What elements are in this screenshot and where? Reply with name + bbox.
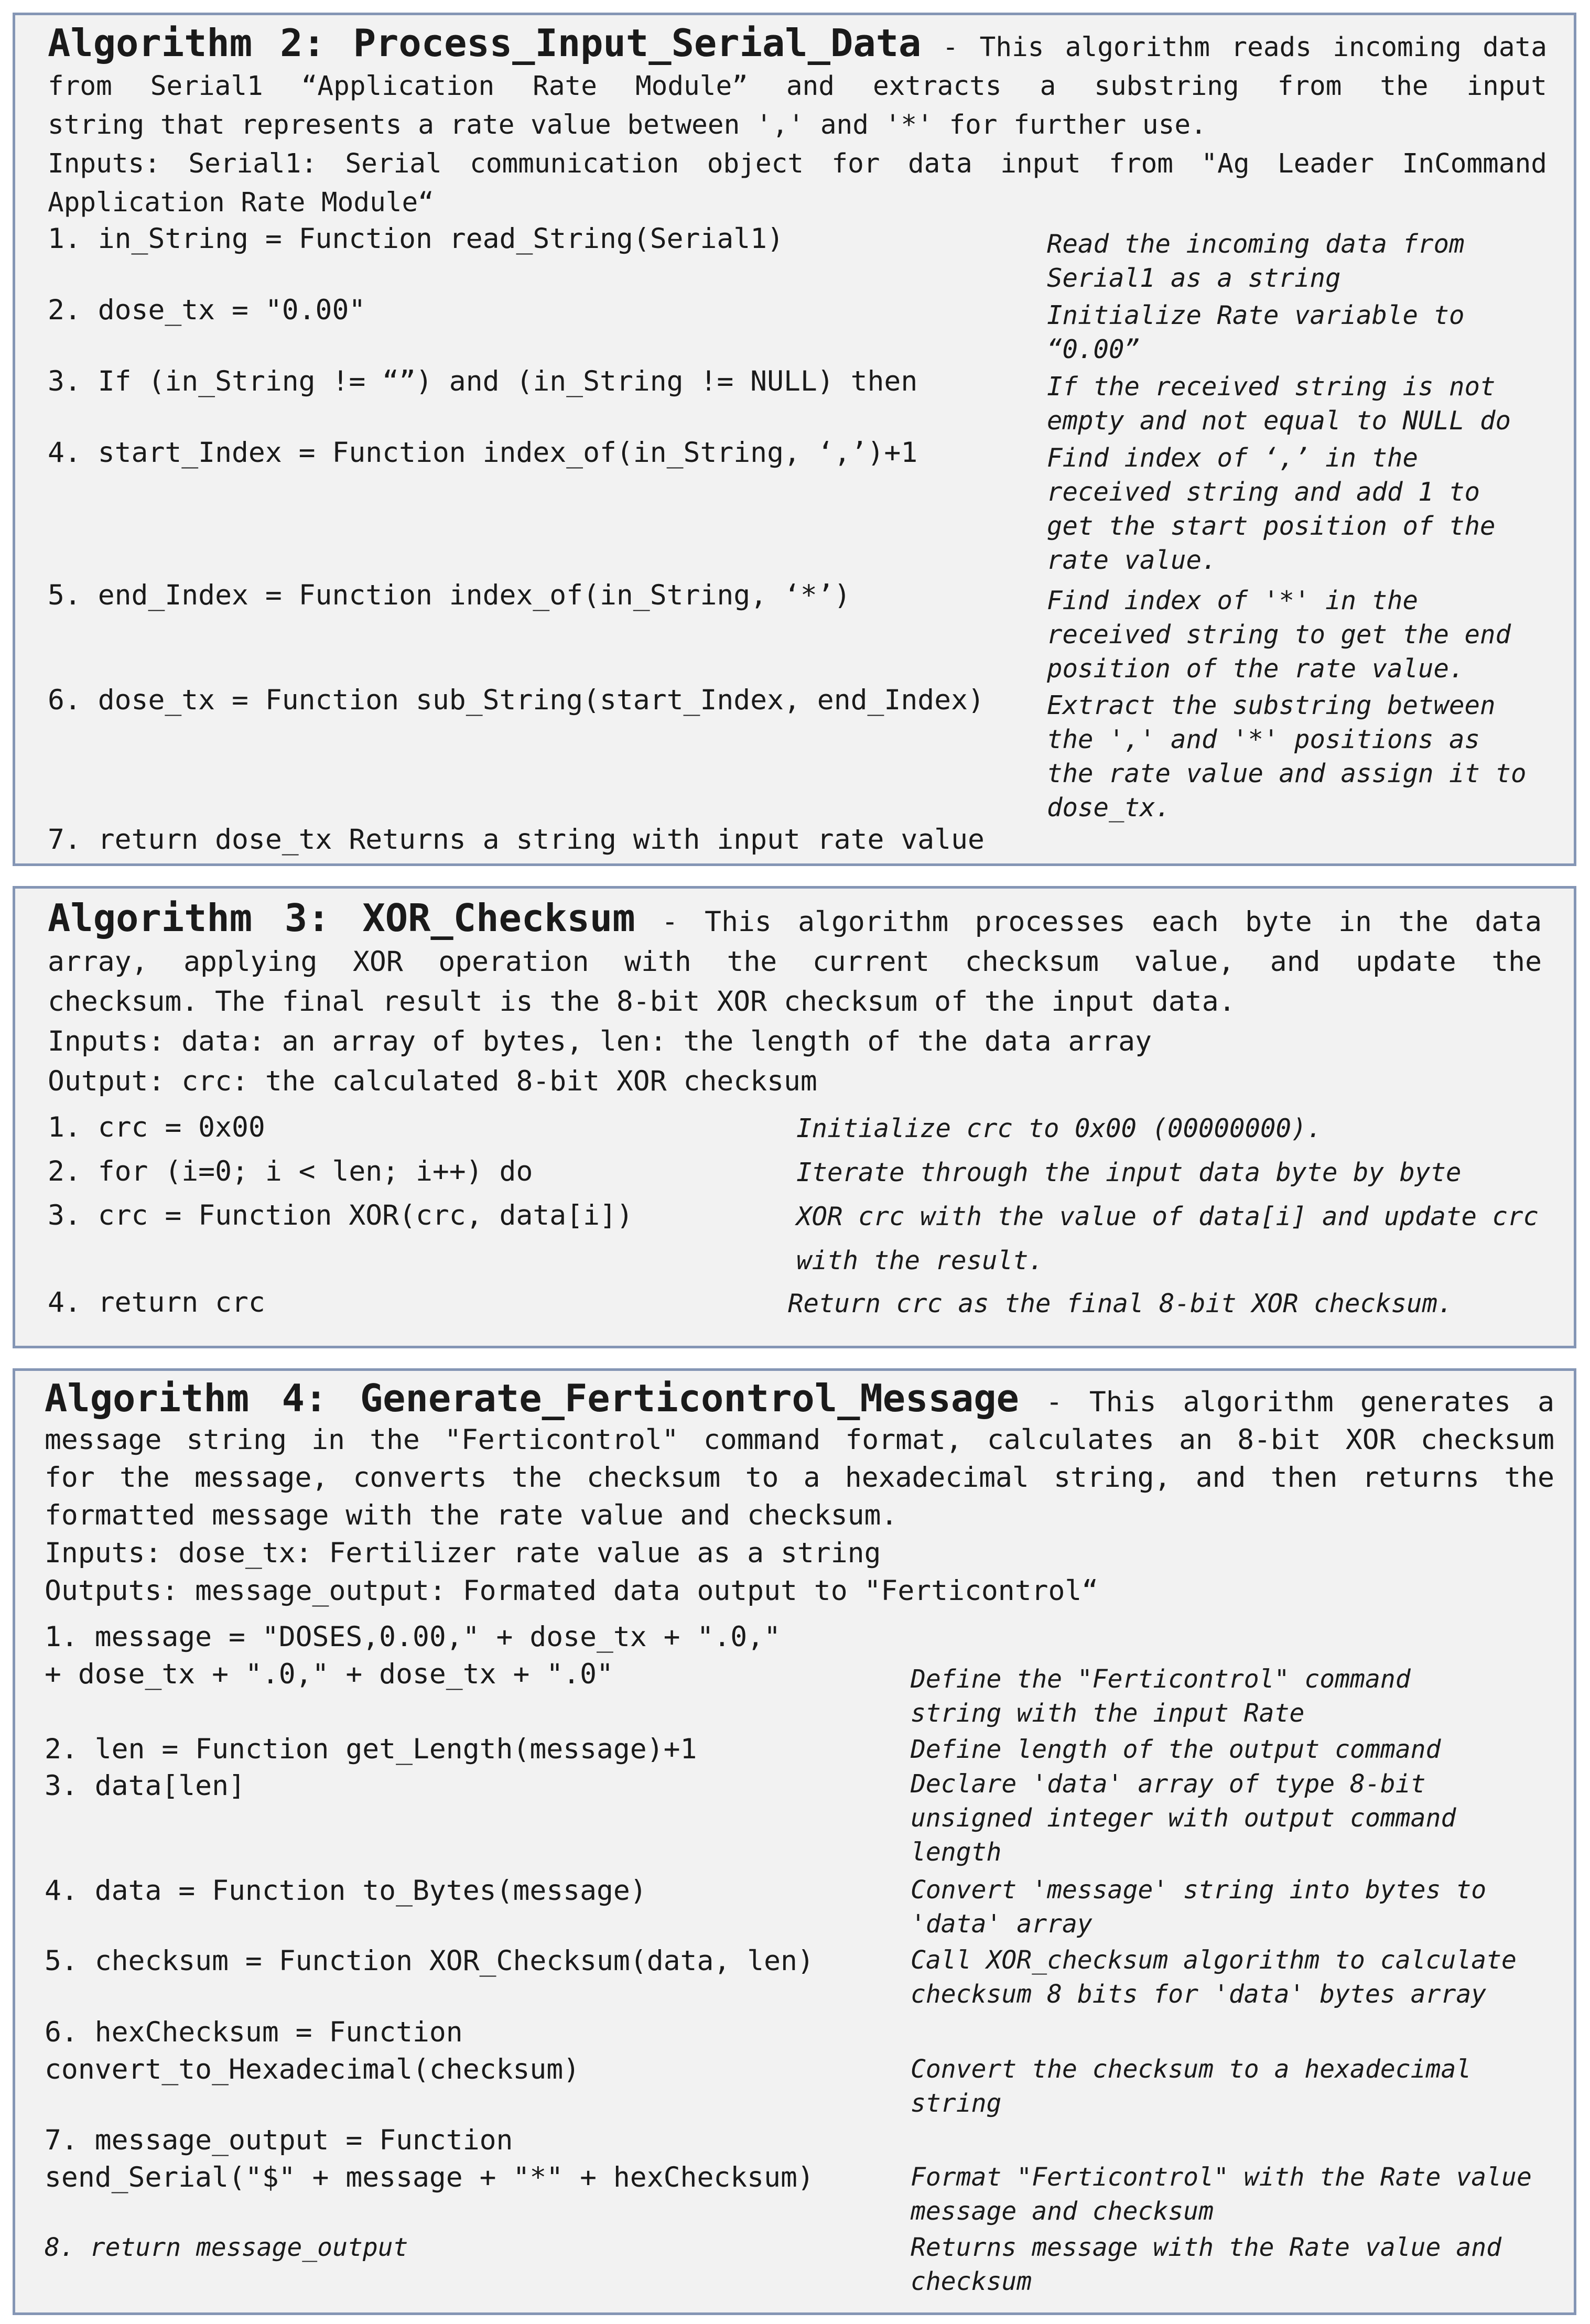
algorithm-4-step-7-comment: Format "Ferticontrol" with the Rate value message and checksum [911, 2163, 1532, 2226]
algorithm-4-step-8: 8. return message_output [45, 2233, 408, 2262]
algorithm-2-step-2: 2. dose_tx = "0.00" [48, 294, 366, 326]
algorithm-2-step-4-comment: Find index of ‘,’ in the received string and add 1 to get the start position of the rate value. [1047, 443, 1496, 575]
algorithm-3-step-2-comment: Iterate through the input data byte by byte [796, 1158, 1462, 1187]
algorithm-4-step-5: 5. checksum = Function XOR_Checksum(data, len) [45, 1945, 814, 1977]
algorithm-4-step-4-comment: Convert 'message' string into bytes to 'data' array [911, 1875, 1487, 1939]
algorithm-3-output: Output: crc: the calculated 8-bit XOR checksum [48, 1065, 817, 1097]
algorithm-2-step-1-comment: Read the incoming data from Serial1 as a string [1047, 229, 1465, 293]
algorithm-2-inputs-cont: Application Rate Module“ [48, 187, 434, 218]
algorithm-3-step-1: 1. crc = 0x00 [48, 1111, 265, 1143]
algorithm-3-desc-line-1: Algorithm 3: XOR_Checksum - This algorithm processes each byte in the data [48, 896, 1542, 940]
algorithm-4-step-2-comment: Define length of the output command [911, 1735, 1441, 1764]
algorithm-3-step-4-comment: Return crc as the final 8-bit XOR checksum. [788, 1289, 1453, 1318]
algorithm-3-title: Algorithm 3: XOR_Checksum [48, 896, 635, 940]
algorithm-4-inputs: Inputs: dose_tx: Fertilizer rate value as a string [45, 1537, 881, 1569]
algorithm-3-inputs: Inputs: data: an array of bytes, len: the length of the data array [48, 1025, 1152, 1057]
algorithm-3-header [48, 898, 1542, 1101]
algorithm-2-title: Algorithm 2: Process_Input_Serial_Data [48, 21, 922, 65]
algorithm-4-desc-line-4: formatted message with the rate value and checksum. [45, 1499, 898, 1531]
algorithm-2-box [13, 13, 1576, 866]
algorithm-2-step-1: 1. in_String = Function read_String(Serial1) [48, 223, 784, 255]
algorithm-4-title: Algorithm 4: Generate_Ferticontrol_Message [45, 1376, 1019, 1420]
algorithm-2-desc-line-1: Algorithm 2: Process_Input_Serial_Data - This algorithm reads incoming data from Serial1 “Application Rate Module” and extracts a substring from the input [48, 21, 1547, 102]
algorithm-4-step-6: 6. hexChecksum = Function convert_to_Hexadecimal(checksum) [45, 2016, 580, 2085]
algorithm-4-step-6-comment: Convert the checksum to a hexadecimal string [911, 2055, 1472, 2118]
algorithm-4-step-8-comment: Returns message with the Rate value and checksum [911, 2233, 1502, 2296]
algorithm-4-step-2: 2. len = Function get_Length(message)+1 [45, 1733, 697, 1765]
algorithm-3-step-1-comment: Initialize crc to 0x00 (00000000). [796, 1114, 1323, 1143]
algorithm-4-step-1: 1. message = "DOSES,0.00," + dose_tx + ".0," + dose_tx + ".0," + dose_tx + ".0" [45, 1621, 781, 1690]
algorithm-2-step-6-comment: Extract the substring between the ',' and '*' positions as the rate value and assign it to dose_tx. [1047, 690, 1527, 823]
algorithm-3-step-3: 3. crc = Function XOR(crc, data[i]) [48, 1199, 633, 1231]
algorithm-2-step-4: 4. start_Index = Function index_of(in_String, ‘,’)+1 [48, 437, 918, 469]
algorithm-2-header [48, 21, 1547, 222]
algorithm-3-step-3-comment: XOR crc with the value of data[i] and update crc with the result. [796, 1202, 1539, 1276]
algorithm-2-step-3-comment: If the received string is not empty and not equal to NULL do [1047, 372, 1511, 436]
algorithm-4-step-1-comment: Define the "Ferticontrol" command string with the input Rate [911, 1664, 1411, 1728]
algorithm-3-step-2: 2. for (i=0; i < len; i++) do [48, 1155, 533, 1187]
algorithm-4-desc-line-1: Algorithm 4: Generate_Ferticontrol_Message - This algorithm generates a [45, 1376, 1554, 1420]
algorithm-2-step-5-comment: Find index of '*' in the received string to get the end position of the rate value. [1047, 586, 1511, 684]
algorithm-2-step-2-comment: Initialize Rate variable to “0.00” [1047, 300, 1465, 364]
algorithm-4-step-4: 4. data = Function to_Bytes(message) [45, 1875, 647, 1907]
algorithm-4-header [45, 1376, 1554, 1610]
algorithm-2-desc-line-2: string that represents a rate value between ',' and '*' for further use. [48, 110, 1207, 140]
algorithm-3-desc-line-3: checksum. The final result is the 8-bit XOR checksum of the input data. [48, 986, 1236, 1018]
algorithm-4-step-3: 3. data[len] [45, 1770, 245, 1802]
algorithm-2-step-3: 3. If (in_String != “”) and (in_String != NULL) then [48, 365, 918, 397]
algorithm-2-inputs: Inputs: Serial1: Serial communication object for data input from "Ag Leader InCommand [48, 148, 1547, 179]
algorithm-4-box [13, 1368, 1576, 2315]
algorithm-2-step-7: 7. return dose_tx Returns a string with input rate value [48, 824, 985, 856]
algorithm-4-step-3-comment: Declare 'data' array of type 8-bit unsigned integer with output command length [911, 1769, 1456, 1867]
algorithm-4-step-5-comment: Call XOR_checksum algorithm to calculate checksum 8 bits for 'data' bytes array [911, 1945, 1517, 2009]
algorithm-4-desc-line-3: for the message, converts the checksum to a hexadecimal string, and then returns the [45, 1462, 1554, 1494]
algorithm-2-step-5: 5. end_Index = Function index_of(in_String, ‘*’) [48, 579, 851, 611]
algorithm-4-step-7: 7. message_output = Function send_Serial("$" + message + "*" + hexChecksum) [45, 2124, 814, 2193]
algorithm-4-outputs: Outputs: message_output: Formated data output to "Ferticontrol“ [45, 1575, 1099, 1607]
algorithm-4-desc-line-2: message string in the "Ferticontrol" command format, calculates an 8-bit XOR checksum [45, 1424, 1554, 1456]
algorithm-3-step-4: 4. return crc [48, 1287, 265, 1318]
algorithm-2-step-6: 6. dose_tx = Function sub_String(start_Index, end_Index) [48, 684, 985, 716]
algorithm-3-desc-line-2: array, applying XOR operation with the current checksum value, and update the [48, 946, 1542, 978]
algorithm-3-box [13, 886, 1576, 1348]
